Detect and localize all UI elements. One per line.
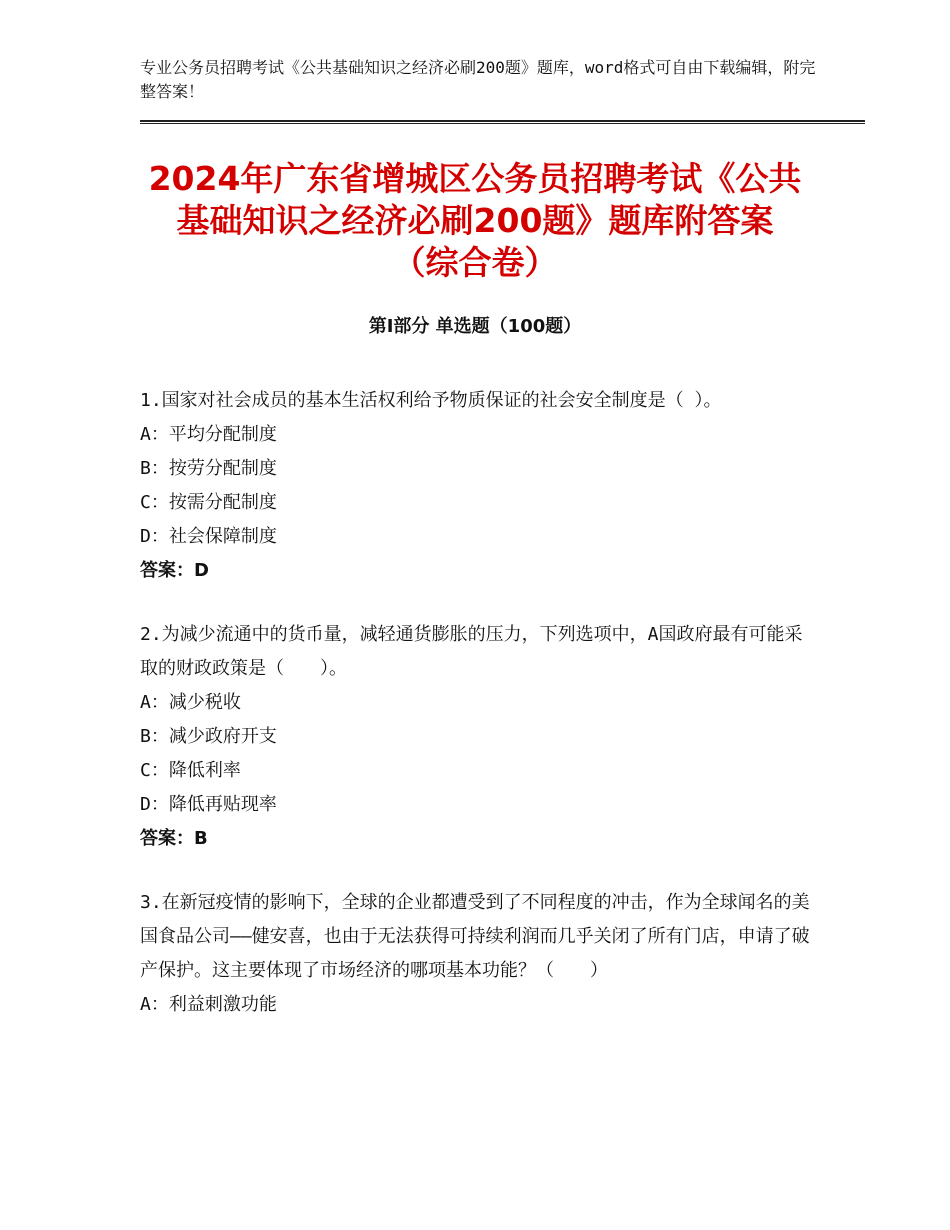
document-title-line-2: 基础知识之经济必刷200题》题库附答案 — [176, 201, 774, 240]
document-title-line-1: 2024年广东省增城区公务员招聘考试《公共 — [148, 159, 802, 198]
question-stem: 1.国家对社会成员的基本生活权利给予物质保证的社会安全制度是（ ）。 — [140, 390, 722, 411]
option-c: C：按需分配制度 — [140, 492, 277, 513]
option-c: C：降低利率 — [140, 760, 241, 781]
document-title-line-3: （综合卷） — [392, 243, 558, 282]
option-a: A：平均分配制度 — [140, 424, 277, 445]
question-stem: 3.在新冠疫情的影响下，全球的企业都遭受到了不同程度的冲击，作为全球闻名的美国食品公司——健安喜，也由于无法获得可持续利润而几乎关闭了所有门店，申请了破产保护。这主要体现了市场经济的哪项基本功能？（ ） — [140, 892, 810, 981]
answer-label: 答案：D — [140, 560, 209, 581]
section-heading: 第Ⅰ部分 单选题（100题） — [368, 316, 582, 337]
question-stem: 2.为减少流通中的货币量，减轻通货膨胀的压力，下列选项中，A国政府最有可能采取的财政政策是（ ）。 — [140, 624, 803, 679]
option-d: D：降低再贴现率 — [140, 794, 277, 815]
option-a: A：利益刺激功能 — [140, 994, 277, 1015]
header-note: 专业公务员招聘考试《公共基础知识之经济必刷200题》题库，word格式可自由下载编辑，附完整答案！ — [140, 58, 816, 101]
option-a: A：减少税收 — [140, 692, 241, 713]
header-divider — [140, 120, 865, 124]
document-title — [120, 158, 830, 284]
option-b: B：按劳分配制度 — [140, 458, 277, 479]
option-d: D：社会保障制度 — [140, 526, 277, 547]
option-b: B：减少政府开支 — [140, 726, 277, 747]
question-3 — [140, 886, 812, 1022]
question-list — [140, 384, 812, 1052]
answer-label: 答案：B — [140, 828, 208, 849]
question-2 — [140, 618, 812, 856]
question-1 — [140, 384, 812, 588]
